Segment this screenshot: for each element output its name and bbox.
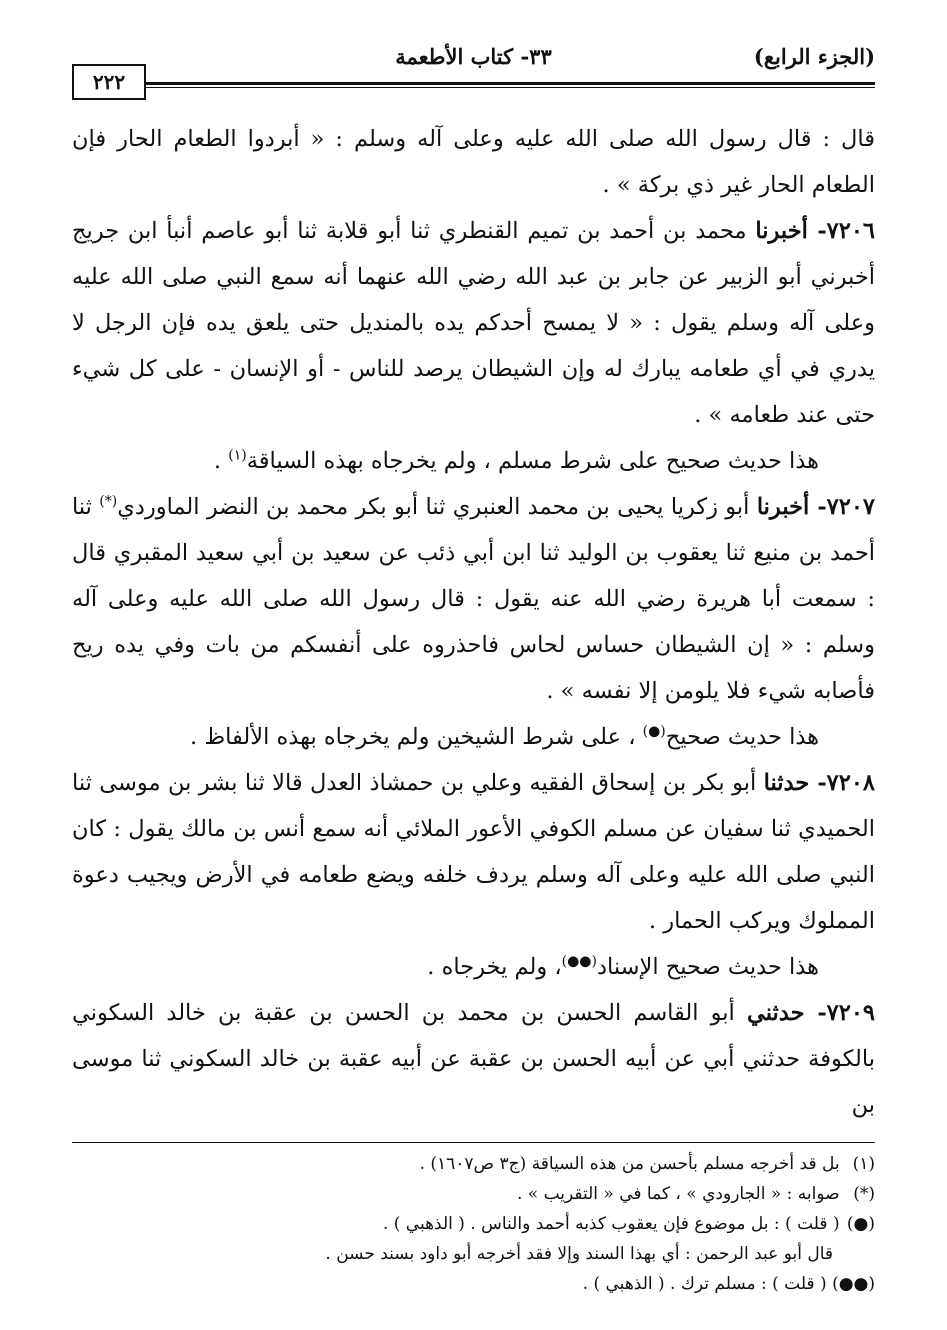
grading-text-end: ، على شرط الشيخين ولم يخرجاه بهذه الألفاظ .	[190, 724, 643, 750]
footnote-text: صوابه : « الجارودي » ، كما في « التقريب » .	[516, 1184, 840, 1204]
grading-text-end: .	[213, 448, 229, 474]
hadith-lead-word: حدثنا	[763, 770, 810, 796]
hadith-text: محمد بن أحمد بن تميم القنطري ثنا أبو قلابة ثنا أبو عاصم أنبأ ابن جريج أخبرني أبو الزبير عن جابر بن عبد الله رضي الله عنهما أنه سمع النبي صلى الله عليه وعلى آله وسلم يقول : « لا يمسح أحدكم يده بالمنديل حتى يلعق يده فإن الرجل لا يدري في أي طعامه يبارك له وإن الشيطان يرصد للناس - أو الإنسان - على كل شيء حتى عند طعامه » .	[72, 218, 875, 428]
book-page	[72, 38, 875, 1310]
hadith-7207	[72, 484, 875, 714]
grading-note-7207	[72, 714, 875, 760]
hadith-dash: -	[809, 494, 827, 520]
footnote-text: قال أبو عبد الرحمن : أي بهذا السند وإلا فقد أخرجه أبو داود بسند حسن .	[325, 1244, 833, 1264]
page-number: ٢٢٢	[72, 64, 146, 100]
footnote-ref: (●●)	[561, 953, 597, 970]
footnote-text: ( قلت ) : بل موضوع فإن يعقوب كذبه أحمد والناس . ( الذهبي ) .	[382, 1214, 840, 1234]
main-text	[72, 116, 875, 1128]
hadith-lead-word: أخبرنا	[755, 218, 808, 244]
footnote-text: ( قلت ) : مسلم ترك . ( الذهبي ) .	[582, 1274, 827, 1294]
paragraph-continuation	[72, 116, 875, 208]
hadith-lead-word: حدثني	[746, 1000, 805, 1026]
hadith-text-end: ثنا أحمد بن منيع ثنا يعقوب بن الوليد ثنا ابن أبي ذئب عن سعيد بن أبي سعيد المقبري قال : سمعت أبا هريرة رضي الله عنه يقول : قال رسول الله صلى الله عليه وعلى آله وسلم : « إن الشيطان حساس لحاس فاحذروه على أنفسكم من بات وفي يده ريح فأصابه شيء فلا يلومن إلا نفسه » .	[72, 494, 875, 704]
grading-text: هذا حديث صحيح على شرط مسلم ، ولم يخرجاه بهذه السياقة	[246, 448, 819, 474]
hadith-dash: -	[804, 1000, 827, 1026]
paragraph-text: قال : قال رسول الله صلى الله عليه وعلى آله وسلم : « أبردوا الطعام الحار فإن الطعام الحار غير ذي بركة » .	[72, 126, 875, 198]
volume-label: (الجزء الرابع)	[753, 44, 875, 69]
footnote-mark: (●)	[846, 1214, 875, 1234]
footnote-ref: (١)	[228, 447, 247, 464]
hadith-lead-word: أخبرنا	[756, 494, 810, 520]
hadith-7209	[72, 990, 875, 1128]
chapter-title: ٣٣- كتاب الأطعمة	[395, 44, 552, 69]
hadith-text: أبو بكر بن إسحاق الفقيه وعلي بن حمشاذ العدل قالا ثنا بشر بن موسى ثنا الحميدي ثنا سفيان عن مسلم الكوفي الأعور الملائي أنه سمع أنس بن مالك يقول : كان النبي صلى الله عليه وعلى آله وسلم يردف خلفه ويضع طعامه في الأرض ويجيب دعوة المملوك ويركب الحمار .	[72, 770, 875, 934]
hadith-number: ٧٢٠٧	[826, 494, 876, 520]
hadith-7206	[72, 208, 875, 438]
footnote-ref: (●)	[642, 723, 666, 740]
footnotes	[72, 1149, 875, 1299]
footnote	[72, 1179, 875, 1209]
grading-note-7208	[72, 944, 875, 990]
footnote	[72, 1149, 875, 1179]
footnote	[72, 1269, 875, 1299]
grading-text: هذا حديث صحيح	[665, 724, 819, 750]
hadith-dash: -	[807, 218, 827, 244]
footnote-mark: (*)	[853, 1184, 875, 1204]
hadith-number: ٧٢٠٦	[826, 218, 876, 244]
footnote-rule	[72, 1142, 875, 1143]
footnote-separator	[72, 1128, 875, 1143]
hadith-number: ٧٢٠٩	[826, 1000, 876, 1026]
grading-note-7206	[72, 438, 875, 484]
footnote	[72, 1209, 875, 1239]
hadith-text: أبو زكريا يحيى بن محمد العنبري ثنا أبو بكر محمد بن النضر الماوردي	[117, 494, 750, 520]
hadith-7208	[72, 760, 875, 944]
grading-text: هذا حديث صحيح الإسناد	[596, 954, 819, 980]
footnote-continuation	[72, 1239, 875, 1269]
footnote-ref: (*)	[99, 493, 118, 510]
hadith-dash: -	[809, 770, 827, 796]
grading-text-end: ، ولم يخرجاه .	[427, 954, 562, 980]
header-rule	[72, 82, 875, 88]
footnote-mark: (●●)	[832, 1274, 875, 1294]
hadith-text: أبو القاسم الحسن بن محمد بن الحسن بن عقبة بن خالد السكوني بالكوفة حدثني أبي عن أبيه الحسن بن عقبة عن أبيه عقبة بن خالد السكوني ثنا موسى بن	[72, 1000, 875, 1118]
hadith-number: ٧٢٠٨	[826, 770, 876, 796]
running-head	[72, 38, 875, 94]
footnote-text: بل قد أخرجه مسلم بأحسن من هذه السياقة (ج٣ ص١٦٠٧) .	[419, 1154, 840, 1174]
footnote-mark: (١)	[852, 1154, 875, 1174]
